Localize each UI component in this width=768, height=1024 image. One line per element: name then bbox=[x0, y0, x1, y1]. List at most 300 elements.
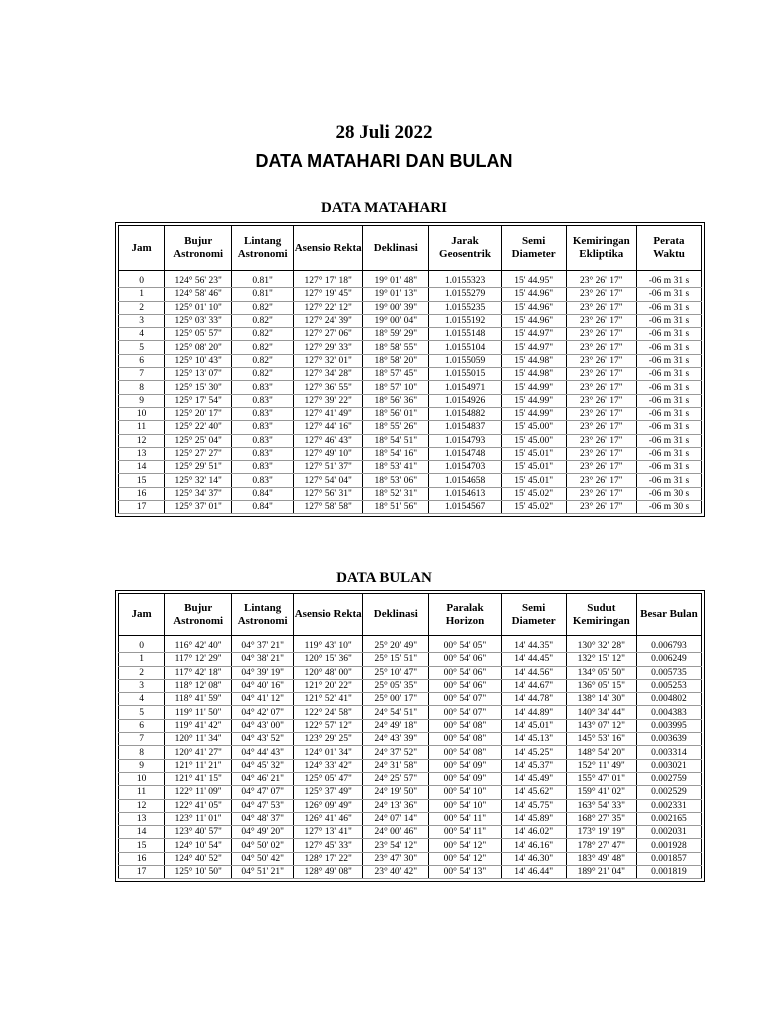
table-cell: 04° 45' 32" bbox=[232, 759, 294, 772]
moon-column-header: Besar Bulan bbox=[636, 594, 701, 636]
table-row bbox=[119, 759, 702, 772]
table-cell: 11 bbox=[119, 421, 165, 434]
table-cell: 127° 17' 18" bbox=[294, 275, 363, 288]
table-cell: -06 m 31 s bbox=[636, 407, 701, 420]
table-row bbox=[119, 666, 702, 679]
table-cell: 00° 54' 13" bbox=[429, 866, 501, 879]
table-cell: 14 bbox=[119, 826, 165, 839]
table-cell: 7 bbox=[119, 733, 165, 746]
table-cell: 123° 40' 57" bbox=[165, 826, 232, 839]
table-cell: 15 bbox=[119, 839, 165, 852]
table-cell: 14' 45.13" bbox=[501, 733, 566, 746]
table-cell: 0.005253 bbox=[636, 679, 701, 692]
table-cell: 5 bbox=[119, 341, 165, 354]
table-cell: 23° 26' 17" bbox=[566, 461, 636, 474]
table-cell: 14' 46.44" bbox=[501, 866, 566, 879]
table-cell: -06 m 31 s bbox=[636, 461, 701, 474]
table-cell: 1.0154793 bbox=[429, 434, 501, 447]
table-cell: 1.0154971 bbox=[429, 381, 501, 394]
table-cell: 8 bbox=[119, 381, 165, 394]
table-cell: 04° 51' 21" bbox=[232, 866, 294, 879]
table-cell: 0.003314 bbox=[636, 746, 701, 759]
table-cell: -06 m 31 s bbox=[636, 354, 701, 367]
table-cell: 127° 24' 39" bbox=[294, 314, 363, 327]
table-cell: 14' 45.75" bbox=[501, 799, 566, 812]
sun-data-table bbox=[115, 222, 705, 517]
sun-column-header: Perata Waktu bbox=[636, 226, 701, 271]
table-cell: 23° 26' 17" bbox=[566, 434, 636, 447]
table-cell: -06 m 31 s bbox=[636, 368, 701, 381]
table-cell: 00° 54' 06" bbox=[429, 653, 501, 666]
table-row bbox=[119, 434, 702, 447]
table-cell: -06 m 31 s bbox=[636, 421, 701, 434]
table-cell: 14 bbox=[119, 461, 165, 474]
table-cell: 155° 47' 01" bbox=[566, 772, 636, 785]
sun-column-header: Semi Diameter bbox=[501, 226, 566, 271]
table-cell: 0 bbox=[119, 640, 165, 653]
moon-column-header: Paralak Horizon bbox=[429, 594, 501, 636]
table-cell: 0.001819 bbox=[636, 866, 701, 879]
table-cell: 124° 01' 34" bbox=[294, 746, 363, 759]
table-cell: 24° 37' 52" bbox=[363, 746, 429, 759]
table-row bbox=[119, 407, 702, 420]
table-cell: 00° 54' 08" bbox=[429, 733, 501, 746]
moon-column-header: Asensio Rekta bbox=[294, 594, 363, 636]
table-cell: 14' 46.16" bbox=[501, 839, 566, 852]
table-cell: 1 bbox=[119, 288, 165, 301]
table-cell: 127° 46' 43" bbox=[294, 434, 363, 447]
table-cell: 123° 29' 25" bbox=[294, 733, 363, 746]
table-row bbox=[119, 866, 702, 879]
table-cell: 4 bbox=[119, 328, 165, 341]
table-cell: 0.003639 bbox=[636, 733, 701, 746]
table-cell: 125° 29' 51" bbox=[165, 461, 232, 474]
table-cell: 24° 13' 36" bbox=[363, 799, 429, 812]
table-row bbox=[119, 653, 702, 666]
table-cell: 122° 24' 58" bbox=[294, 706, 363, 719]
table-cell: 127° 36' 55" bbox=[294, 381, 363, 394]
sun-column-header: Jarak Geosentrik bbox=[429, 226, 501, 271]
moon-column-header: Lintang Astronomi bbox=[232, 594, 294, 636]
table-cell: 14' 45.62" bbox=[501, 786, 566, 799]
moon-column-header: Sudut Kemiringan bbox=[566, 594, 636, 636]
table-row bbox=[119, 852, 702, 865]
table-cell: 124° 58' 46" bbox=[165, 288, 232, 301]
table-cell: 13 bbox=[119, 447, 165, 460]
table-cell: 127° 22' 12" bbox=[294, 301, 363, 314]
table-cell: 125° 27' 27" bbox=[165, 447, 232, 460]
table-cell: 1.0154748 bbox=[429, 447, 501, 460]
table-cell: 118° 12' 08" bbox=[165, 679, 232, 692]
table-cell: 23° 40' 42" bbox=[363, 866, 429, 879]
table-row bbox=[119, 354, 702, 367]
table-cell: 23° 26' 17" bbox=[566, 407, 636, 420]
table-cell: 00° 54' 07" bbox=[429, 706, 501, 719]
table-cell: 15' 44.97" bbox=[501, 341, 566, 354]
table-cell: 123° 11' 01" bbox=[165, 812, 232, 825]
table-cell: 3 bbox=[119, 314, 165, 327]
table-cell: 118° 41' 59" bbox=[165, 693, 232, 706]
table-cell: 9 bbox=[119, 394, 165, 407]
table-cell: 0.82" bbox=[232, 301, 294, 314]
table-cell: 25° 00' 17" bbox=[363, 693, 429, 706]
table-cell: 1.0155279 bbox=[429, 288, 501, 301]
table-cell: 15' 45.02" bbox=[501, 487, 566, 500]
table-cell: 18° 54' 51" bbox=[363, 434, 429, 447]
table-row bbox=[119, 275, 702, 288]
table-cell: 136° 05' 15" bbox=[566, 679, 636, 692]
table-cell: 1.0155235 bbox=[429, 301, 501, 314]
table-cell: 0.006793 bbox=[636, 640, 701, 653]
table-cell: 15' 44.98" bbox=[501, 354, 566, 367]
table-cell: 124° 40' 52" bbox=[165, 852, 232, 865]
table-cell: 127° 29' 33" bbox=[294, 341, 363, 354]
table-cell: 178° 27' 47" bbox=[566, 839, 636, 852]
table-cell: 121° 52' 41" bbox=[294, 693, 363, 706]
table-cell: 04° 39' 19" bbox=[232, 666, 294, 679]
table-cell: 1.0155192 bbox=[429, 314, 501, 327]
table-cell: 00° 54' 09" bbox=[429, 772, 501, 785]
table-cell: 25° 05' 35" bbox=[363, 679, 429, 692]
table-cell: -06 m 31 s bbox=[636, 434, 701, 447]
table-cell: 04° 40' 16" bbox=[232, 679, 294, 692]
table-cell: 04° 50' 02" bbox=[232, 839, 294, 852]
table-cell: 126° 41' 46" bbox=[294, 812, 363, 825]
table-cell: 04° 42' 07" bbox=[232, 706, 294, 719]
table-cell: 19° 01' 48" bbox=[363, 275, 429, 288]
table-cell: 0.82" bbox=[232, 354, 294, 367]
table-cell: 04° 46' 21" bbox=[232, 772, 294, 785]
table-row bbox=[119, 812, 702, 825]
table-cell: 6 bbox=[119, 719, 165, 732]
table-cell: 1.0155323 bbox=[429, 275, 501, 288]
table-cell: 125° 05' 47" bbox=[294, 772, 363, 785]
table-cell: 127° 51' 37" bbox=[294, 461, 363, 474]
table-row bbox=[119, 368, 702, 381]
table-cell: 12 bbox=[119, 434, 165, 447]
table-cell: 0.002759 bbox=[636, 772, 701, 785]
table-row bbox=[119, 719, 702, 732]
table-cell: -06 m 31 s bbox=[636, 288, 701, 301]
table-cell: 14' 44.78" bbox=[501, 693, 566, 706]
document-heading: DATA MATAHARI DAN BULAN bbox=[255, 151, 513, 171]
table-cell: 16 bbox=[119, 852, 165, 865]
table-cell: 125° 01' 10" bbox=[165, 301, 232, 314]
table-row bbox=[119, 461, 702, 474]
table-row bbox=[119, 679, 702, 692]
table-cell: 10 bbox=[119, 772, 165, 785]
table-cell: -06 m 31 s bbox=[636, 314, 701, 327]
table-cell: 00° 54' 08" bbox=[429, 746, 501, 759]
table-cell: 140° 34' 44" bbox=[566, 706, 636, 719]
table-cell: 1.0155148 bbox=[429, 328, 501, 341]
table-cell: 0.81" bbox=[232, 288, 294, 301]
table-cell: 18° 54' 16" bbox=[363, 447, 429, 460]
table-cell: 125° 15' 30" bbox=[165, 381, 232, 394]
table-cell: 14' 44.45" bbox=[501, 653, 566, 666]
table-row bbox=[119, 786, 702, 799]
table-cell: 5 bbox=[119, 706, 165, 719]
table-cell: 23° 26' 17" bbox=[566, 381, 636, 394]
table-cell: 1.0154926 bbox=[429, 394, 501, 407]
table-cell: 14' 44.35" bbox=[501, 640, 566, 653]
table-cell: 14' 45.01" bbox=[501, 719, 566, 732]
table-cell: 7 bbox=[119, 368, 165, 381]
table-cell: 0.83" bbox=[232, 474, 294, 487]
table-cell: 0.83" bbox=[232, 394, 294, 407]
table-cell: 127° 27' 06" bbox=[294, 328, 363, 341]
table-cell: 00° 54' 09" bbox=[429, 759, 501, 772]
table-cell: 15 bbox=[119, 474, 165, 487]
table-row bbox=[119, 328, 702, 341]
table-cell: 24° 31' 58" bbox=[363, 759, 429, 772]
sun-column-header: Asensio Rekta bbox=[294, 226, 363, 271]
table-cell: 18° 53' 41" bbox=[363, 461, 429, 474]
table-cell: -06 m 30 s bbox=[636, 501, 701, 514]
table-cell: 14' 44.56" bbox=[501, 666, 566, 679]
table-cell: 0.002031 bbox=[636, 826, 701, 839]
table-cell: 0.83" bbox=[232, 447, 294, 460]
table-cell: 125° 10' 43" bbox=[165, 354, 232, 367]
table-cell: 122° 57' 12" bbox=[294, 719, 363, 732]
table-row bbox=[119, 288, 702, 301]
table-row bbox=[119, 301, 702, 314]
sun-section-title: DATA MATAHARI bbox=[321, 200, 447, 216]
moon-data-table bbox=[115, 590, 705, 882]
table-cell: 189° 21' 04" bbox=[566, 866, 636, 879]
table-cell: 18° 55' 26" bbox=[363, 421, 429, 434]
moon-column-header: Deklinasi bbox=[363, 594, 429, 636]
table-cell: 125° 08' 20" bbox=[165, 341, 232, 354]
moon-column-header: Semi Diameter bbox=[501, 594, 566, 636]
table-cell: -06 m 31 s bbox=[636, 381, 701, 394]
table-cell: 0.002165 bbox=[636, 812, 701, 825]
table-cell: 132° 15' 12" bbox=[566, 653, 636, 666]
table-cell: 0.84" bbox=[232, 487, 294, 500]
table-cell: 0.004383 bbox=[636, 706, 701, 719]
table-cell: 00° 54' 10" bbox=[429, 799, 501, 812]
table-cell: 23° 26' 17" bbox=[566, 288, 636, 301]
sun-column-header: Kemiringan Ekliptika bbox=[566, 226, 636, 271]
table-cell: 125° 20' 17" bbox=[165, 407, 232, 420]
table-cell: 124° 33' 42" bbox=[294, 759, 363, 772]
table-cell: 0.002529 bbox=[636, 786, 701, 799]
table-cell: 1.0154658 bbox=[429, 474, 501, 487]
table-cell: 0.84" bbox=[232, 501, 294, 514]
table-cell: 15' 44.99" bbox=[501, 407, 566, 420]
table-cell: 14' 45.49" bbox=[501, 772, 566, 785]
table-cell: 15' 45.00" bbox=[501, 434, 566, 447]
table-cell: 18° 58' 55" bbox=[363, 341, 429, 354]
table-cell: 127° 13' 41" bbox=[294, 826, 363, 839]
table-cell: 125° 22' 40" bbox=[165, 421, 232, 434]
table-cell: 120° 41' 27" bbox=[165, 746, 232, 759]
table-cell: 14' 46.30" bbox=[501, 852, 566, 865]
table-cell: 9 bbox=[119, 759, 165, 772]
table-cell: 143° 07' 12" bbox=[566, 719, 636, 732]
table-row bbox=[119, 772, 702, 785]
table-cell: 15' 44.99" bbox=[501, 394, 566, 407]
table-cell: 25° 15' 51" bbox=[363, 653, 429, 666]
table-cell: -06 m 31 s bbox=[636, 447, 701, 460]
table-cell: 127° 32' 01" bbox=[294, 354, 363, 367]
table-cell: -06 m 31 s bbox=[636, 341, 701, 354]
table-cell: 0.83" bbox=[232, 407, 294, 420]
table-cell: 23° 26' 17" bbox=[566, 368, 636, 381]
table-cell: 23° 26' 17" bbox=[566, 354, 636, 367]
table-cell: 0.83" bbox=[232, 434, 294, 447]
table-cell: 0.004802 bbox=[636, 693, 701, 706]
table-cell: 24° 43' 39" bbox=[363, 733, 429, 746]
table-cell: 24° 54' 51" bbox=[363, 706, 429, 719]
table-cell: 125° 05' 57" bbox=[165, 328, 232, 341]
table-cell: 04° 47' 07" bbox=[232, 786, 294, 799]
table-row bbox=[119, 314, 702, 327]
table-cell: 04° 49' 20" bbox=[232, 826, 294, 839]
table-cell: 3 bbox=[119, 679, 165, 692]
table-cell: 15' 45.01" bbox=[501, 474, 566, 487]
table-cell: 11 bbox=[119, 786, 165, 799]
table-cell: 00° 54' 11" bbox=[429, 812, 501, 825]
table-cell: 122° 41' 05" bbox=[165, 799, 232, 812]
table-cell: 127° 39' 22" bbox=[294, 394, 363, 407]
table-cell: 18° 56' 01" bbox=[363, 407, 429, 420]
table-cell: 0.81" bbox=[232, 275, 294, 288]
table-cell: 15' 44.99" bbox=[501, 381, 566, 394]
table-cell: -06 m 31 s bbox=[636, 474, 701, 487]
table-cell: 15' 44.96" bbox=[501, 314, 566, 327]
table-cell: 14' 45.89" bbox=[501, 812, 566, 825]
table-cell: 116° 42' 40" bbox=[165, 640, 232, 653]
table-cell: 0.82" bbox=[232, 328, 294, 341]
table-cell: 0.003995 bbox=[636, 719, 701, 732]
table-cell: 24° 19' 50" bbox=[363, 786, 429, 799]
table-cell: 125° 37' 49" bbox=[294, 786, 363, 799]
table-cell: 14' 45.25" bbox=[501, 746, 566, 759]
table-cell: 127° 41' 49" bbox=[294, 407, 363, 420]
table-cell: 183° 49' 48" bbox=[566, 852, 636, 865]
table-cell: 23° 47' 30" bbox=[363, 852, 429, 865]
table-cell: 0 bbox=[119, 275, 165, 288]
table-cell: 00° 54' 11" bbox=[429, 826, 501, 839]
table-cell: 10 bbox=[119, 407, 165, 420]
table-cell: 23° 26' 17" bbox=[566, 501, 636, 514]
table-cell: 120° 48' 00" bbox=[294, 666, 363, 679]
table-cell: 0.003021 bbox=[636, 759, 701, 772]
table-cell: 134° 05' 50" bbox=[566, 666, 636, 679]
table-cell: 148° 54' 20" bbox=[566, 746, 636, 759]
table-cell: 127° 54' 04" bbox=[294, 474, 363, 487]
table-cell: 1.0154703 bbox=[429, 461, 501, 474]
table-cell: 04° 43' 52" bbox=[232, 733, 294, 746]
table-cell: 2 bbox=[119, 666, 165, 679]
table-cell: 0.83" bbox=[232, 381, 294, 394]
table-cell: 14' 44.67" bbox=[501, 679, 566, 692]
table-cell: 15' 45.00" bbox=[501, 421, 566, 434]
table-cell: 1.0155059 bbox=[429, 354, 501, 367]
table-cell: 0.82" bbox=[232, 314, 294, 327]
table-cell: 120° 11' 34" bbox=[165, 733, 232, 746]
table-row bbox=[119, 693, 702, 706]
table-cell: 15' 45.01" bbox=[501, 447, 566, 460]
table-cell: 19° 00' 04" bbox=[363, 314, 429, 327]
table-row bbox=[119, 341, 702, 354]
table-cell: 152° 11' 49" bbox=[566, 759, 636, 772]
table-cell: 127° 58' 58" bbox=[294, 501, 363, 514]
table-row bbox=[119, 826, 702, 839]
table-row bbox=[119, 474, 702, 487]
table-cell: 2 bbox=[119, 301, 165, 314]
table-cell: 04° 43' 00" bbox=[232, 719, 294, 732]
table-cell: 00° 54' 06" bbox=[429, 666, 501, 679]
table-row bbox=[119, 746, 702, 759]
moon-column-header: Bujur Astronomi bbox=[165, 594, 232, 636]
table-cell: 24° 25' 57" bbox=[363, 772, 429, 785]
table-cell: 1.0155015 bbox=[429, 368, 501, 381]
table-cell: 119° 41' 42" bbox=[165, 719, 232, 732]
moon-section-title: DATA BULAN bbox=[336, 570, 432, 586]
table-row bbox=[119, 381, 702, 394]
table-cell: 125° 13' 07" bbox=[165, 368, 232, 381]
table-cell: 23° 26' 17" bbox=[566, 487, 636, 500]
table-cell: 125° 37' 01" bbox=[165, 501, 232, 514]
table-cell: 00° 54' 06" bbox=[429, 679, 501, 692]
table-cell: 15' 44.98" bbox=[501, 368, 566, 381]
table-cell: 127° 34' 28" bbox=[294, 368, 363, 381]
table-cell: 23° 26' 17" bbox=[566, 474, 636, 487]
table-cell: 119° 43' 10" bbox=[294, 640, 363, 653]
table-cell: -06 m 30 s bbox=[636, 487, 701, 500]
table-cell: 04° 37' 21" bbox=[232, 640, 294, 653]
table-cell: 1.0154613 bbox=[429, 487, 501, 500]
table-cell: 19° 00' 39" bbox=[363, 301, 429, 314]
table-cell: 127° 44' 16" bbox=[294, 421, 363, 434]
table-cell: 15' 44.97" bbox=[501, 328, 566, 341]
table-cell: 145° 53' 16" bbox=[566, 733, 636, 746]
table-row bbox=[119, 640, 702, 653]
table-cell: 121° 41' 15" bbox=[165, 772, 232, 785]
table-cell: 119° 11' 50" bbox=[165, 706, 232, 719]
table-cell: 1.0154882 bbox=[429, 407, 501, 420]
table-cell: 117° 12' 29" bbox=[165, 653, 232, 666]
table-cell: 120° 15' 36" bbox=[294, 653, 363, 666]
table-cell: 125° 32' 14" bbox=[165, 474, 232, 487]
table-row bbox=[119, 799, 702, 812]
table-cell: 15' 44.96" bbox=[501, 288, 566, 301]
table-cell: 00° 54' 12" bbox=[429, 839, 501, 852]
table-cell: 127° 56' 31" bbox=[294, 487, 363, 500]
table-cell: 117° 42' 18" bbox=[165, 666, 232, 679]
table-cell: 04° 38' 21" bbox=[232, 653, 294, 666]
table-cell: 0.001928 bbox=[636, 839, 701, 852]
table-cell: 18° 51' 56" bbox=[363, 501, 429, 514]
table-cell: 23° 26' 17" bbox=[566, 275, 636, 288]
table-row bbox=[119, 421, 702, 434]
sun-column-header: Deklinasi bbox=[363, 226, 429, 271]
table-cell: -06 m 31 s bbox=[636, 394, 701, 407]
table-cell: 18° 58' 20" bbox=[363, 354, 429, 367]
table-row bbox=[119, 501, 702, 514]
table-cell: -06 m 31 s bbox=[636, 275, 701, 288]
table-cell: 0.82" bbox=[232, 368, 294, 381]
table-cell: 128° 17' 22" bbox=[294, 852, 363, 865]
table-cell: 00° 54' 08" bbox=[429, 719, 501, 732]
table-cell: 04° 41' 12" bbox=[232, 693, 294, 706]
table-cell: 00° 54' 12" bbox=[429, 852, 501, 865]
table-cell: 24° 00' 46" bbox=[363, 826, 429, 839]
table-cell: 15' 44.95" bbox=[501, 275, 566, 288]
sun-column-header: Bujur Astronomi bbox=[165, 226, 232, 271]
